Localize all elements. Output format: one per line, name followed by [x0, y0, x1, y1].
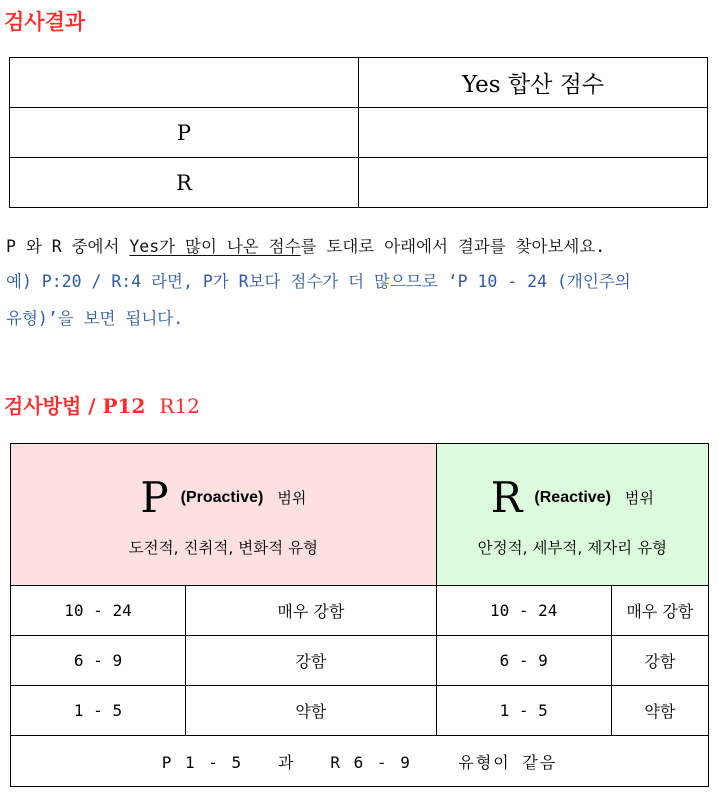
p-description: 도전적, 진취적, 변화적 유형 [128, 539, 319, 557]
r-level: 약함 [611, 686, 708, 736]
instruction-underlined: Yes가 많이 나온 점수 [129, 237, 301, 256]
p-header-cell [11, 444, 437, 586]
score-cell-r [359, 158, 708, 208]
r-range: 1 - 5 [436, 686, 611, 736]
r-level: 매우 강함 [611, 586, 708, 636]
score-row-r [10, 158, 708, 208]
score-table [9, 57, 708, 208]
r-range-label: 범위 [624, 489, 654, 507]
score-row-label: P [10, 108, 359, 158]
range-footer-row [11, 736, 709, 787]
r-range: 10 - 24 [436, 586, 611, 636]
p-level: 강함 [186, 636, 437, 686]
p-level: 약함 [186, 686, 437, 736]
p-range: 6 - 9 [11, 636, 186, 686]
r-english: (Reactive) [534, 488, 611, 506]
score-row-label: R [10, 158, 359, 208]
p-level: 매우 강함 [186, 586, 437, 636]
example-line-2: 유형)’을 보면 됩니다. [6, 309, 184, 328]
score-column-header: Yes 합산 점수 [359, 58, 708, 108]
result-heading: 검사결과 [4, 10, 86, 34]
instruction-part2: 를 토대로 아래에서 결과를 찾아보세요. [300, 237, 606, 256]
range-row [11, 686, 709, 736]
p-letter: P [140, 473, 169, 522]
range-footer-note: P 1 - 5 과 R 6 - 9 유형이 같음 [11, 736, 709, 787]
r-level: 강함 [611, 636, 708, 686]
range-row [11, 586, 709, 636]
example-line-1: 예) P:20 / R:4 라면, P가 R보다 점수가 더 많으므로 ‘P 10 - 24 (개인주의 [6, 272, 631, 291]
r-range: 6 - 9 [436, 636, 611, 686]
p-english: (Proactive) [180, 488, 264, 506]
method-heading-extra: R12 [159, 394, 200, 418]
r-header-cell [436, 444, 708, 586]
range-header-row [11, 444, 709, 586]
score-table-blank-header [10, 58, 359, 108]
range-row [11, 636, 709, 686]
p-range-label: 범위 [277, 489, 307, 507]
score-table-header-row [10, 58, 708, 108]
method-heading [4, 390, 200, 419]
range-table [10, 443, 709, 787]
instruction-part1: P 와 R 중에서 [6, 237, 130, 256]
instruction-text [6, 229, 716, 264]
score-row-p [10, 108, 708, 158]
score-cell-p [359, 108, 708, 158]
r-description: 안정적, 세부적, 제자리 유형 [477, 539, 668, 557]
p-range: 10 - 24 [11, 586, 186, 636]
p-range: 1 - 5 [11, 686, 186, 736]
method-heading-label: 검사방법 / P12 [4, 394, 146, 418]
r-letter: R [490, 473, 523, 522]
r-title [437, 473, 708, 522]
p-title [11, 473, 436, 522]
